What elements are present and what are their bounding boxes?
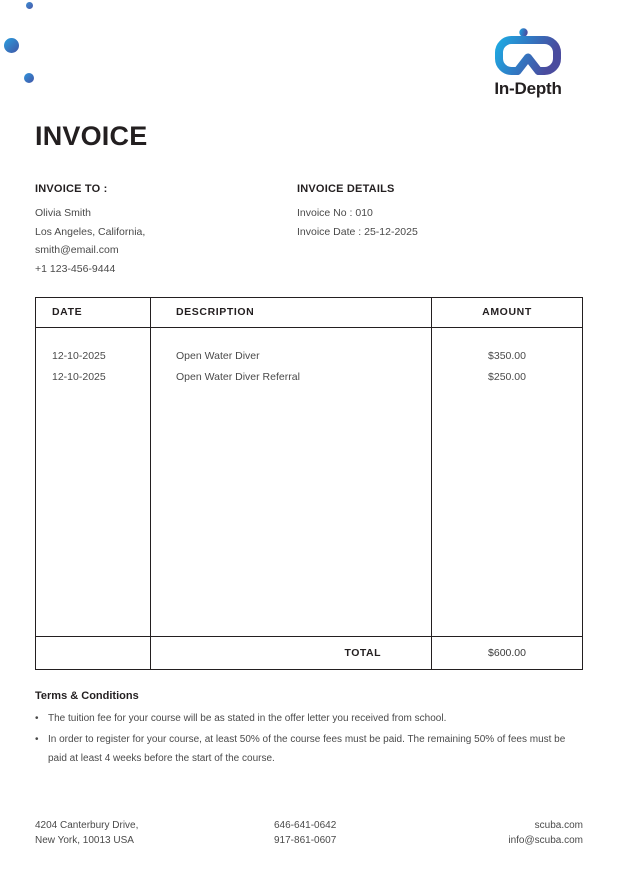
bullet-icon: • — [35, 713, 39, 724]
bill-to-name: Olivia Smith — [35, 207, 92, 219]
table-row: 12-10-2025 — [52, 350, 106, 362]
table-row: Open Water Diver — [176, 350, 260, 362]
scuba-mask-icon — [495, 28, 561, 76]
decorative-dot-medium — [24, 73, 34, 83]
bullet-icon: • — [35, 734, 39, 745]
table-row: $250.00 — [488, 371, 526, 383]
table-row: 12-10-2025 — [52, 371, 106, 383]
terms-section — [35, 690, 575, 770]
terms-title: Terms & Conditions — [35, 690, 139, 702]
invoice-details-block — [297, 183, 497, 241]
footer-website[interactable]: scuba.com — [534, 820, 583, 831]
invoice-details-heading: INVOICE DETAILS — [297, 183, 395, 195]
total-label: TOTAL — [151, 637, 432, 669]
table-cell-amounts — [432, 328, 582, 636]
table-cell-dates — [36, 328, 151, 636]
invoice-number: Invoice No : 010 — [297, 207, 373, 219]
brand-name: In-Depth — [494, 79, 562, 98]
table-row: Open Water Diver Referral — [176, 371, 300, 383]
terms-text: In order to register for your course, at least 50% of the course fees must be paid. The remaining 50% of fees must be paid at least 4 weeks before the start of the course. — [48, 734, 566, 764]
bill-to-address: Los Angeles, California, — [35, 225, 146, 238]
column-header-description: DESCRIPTION — [151, 298, 432, 327]
footer-web — [500, 819, 583, 848]
bill-to-block — [35, 183, 145, 278]
footer-address-line-2: New York, 10013 USA — [35, 834, 134, 846]
footer-address-line-1: 4204 Canterbury Drive, — [35, 820, 139, 831]
invoice-date: Invoice Date : 25-12-2025 — [297, 225, 418, 238]
footer — [35, 819, 583, 848]
bill-to-heading: INVOICE TO : — [35, 183, 108, 195]
table-body — [36, 328, 582, 637]
table-header-row — [36, 298, 582, 328]
total-amount: $600.00 — [488, 647, 526, 659]
column-header-date: DATE — [36, 298, 151, 327]
table-row: $350.00 — [488, 350, 526, 362]
column-header-amount: AMOUNT — [482, 306, 532, 318]
line-items-table — [35, 297, 583, 670]
list-item — [35, 730, 575, 768]
footer-phone-1: 646-641-0642 — [274, 820, 337, 831]
bill-to-email: smith@email.com — [35, 244, 119, 256]
total-row-spacer — [36, 637, 151, 669]
bill-to-phone: +1 123-456-9444 — [35, 262, 116, 275]
parties-section — [35, 183, 583, 278]
footer-phones — [274, 819, 500, 848]
terms-text: The tuition fee for your course will be as stated in the offer letter you received from school. — [48, 713, 447, 724]
footer-address — [35, 819, 274, 848]
decorative-dot-small — [26, 2, 33, 9]
list-item — [35, 709, 575, 728]
page-title: INVOICE — [35, 121, 148, 151]
brand-logo — [473, 28, 583, 99]
footer-email[interactable]: info@scuba.com — [508, 834, 583, 846]
table-cell-descriptions — [151, 328, 432, 636]
footer-phone-2: 917-861-0607 — [274, 834, 337, 846]
table-total-row — [36, 637, 582, 669]
decorative-dot-large — [4, 38, 19, 53]
